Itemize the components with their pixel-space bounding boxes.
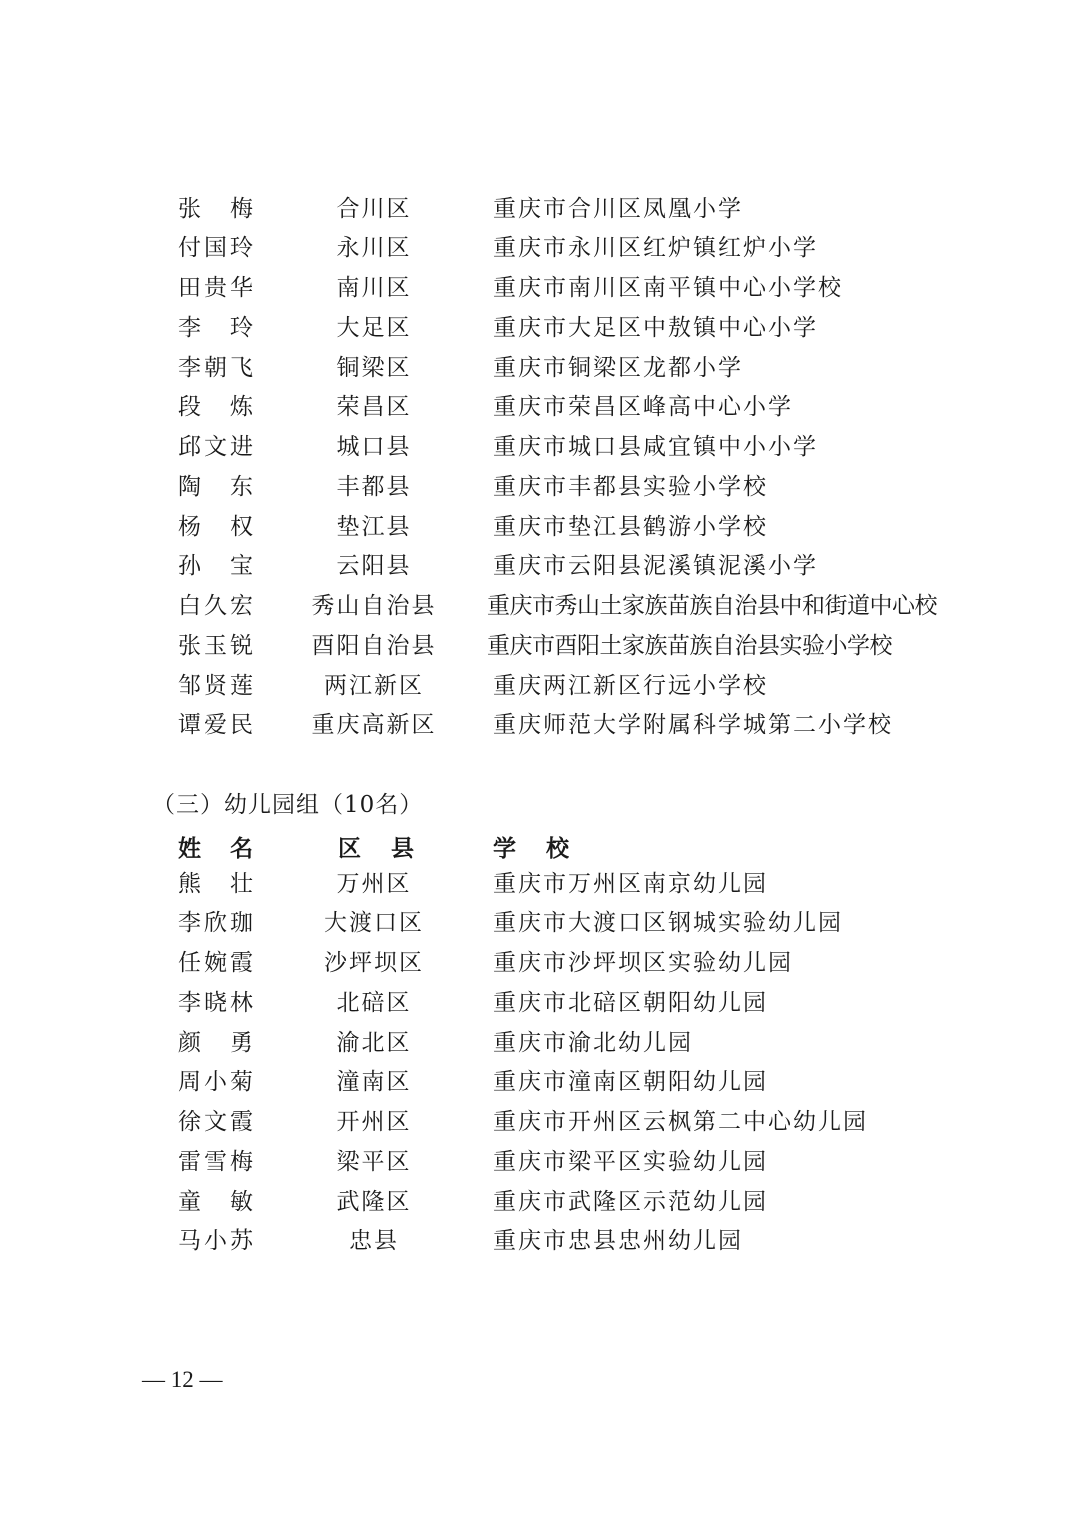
district-cell: 大渡口区 xyxy=(324,910,424,936)
table-row xyxy=(0,666,1074,706)
district-cell: 忠县 xyxy=(349,1228,399,1254)
name-cell: 张梅 xyxy=(178,196,254,222)
district-cell: 大足区 xyxy=(336,315,412,341)
school-cell: 重庆市梁平区实验幼儿园 xyxy=(493,1149,768,1175)
name-cell: 雷雪梅 xyxy=(178,1149,254,1175)
name-cell: 李朝飞 xyxy=(178,355,254,381)
name-cell: 任婉霞 xyxy=(178,950,254,976)
school-cell: 重庆市大渡口区钢城实验幼儿园 xyxy=(493,910,843,936)
header-district: 区县 xyxy=(338,835,414,862)
table-row xyxy=(0,546,1074,586)
district-cell: 武隆区 xyxy=(336,1189,412,1215)
district-cell: 开州区 xyxy=(336,1109,412,1135)
name-cell: 周小菊 xyxy=(178,1069,254,1095)
district-cell: 城口县 xyxy=(336,434,412,460)
name-cell: 田贵华 xyxy=(178,275,254,301)
name-cell: 杨权 xyxy=(178,514,254,540)
table-header xyxy=(0,829,1074,869)
name-cell: 邹贤莲 xyxy=(178,673,254,699)
name-cell: 付国玲 xyxy=(178,235,254,261)
school-cell: 重庆市酉阳土家族苗族自治县实验小学校 xyxy=(487,633,892,659)
district-cell: 永川区 xyxy=(336,235,412,261)
district-cell: 潼南区 xyxy=(336,1069,412,1095)
school-cell: 重庆市渝北幼儿园 xyxy=(493,1030,693,1056)
table-row xyxy=(0,1102,1074,1142)
school-cell: 重庆市永川区红炉镇红炉小学 xyxy=(493,235,818,261)
school-cell: 重庆市云阳县泥溪镇泥溪小学 xyxy=(493,553,818,579)
school-cell: 重庆市荣昌区峰高中心小学 xyxy=(493,394,793,420)
district-cell: 云阳县 xyxy=(336,553,412,579)
name-cell: 段炼 xyxy=(178,394,254,420)
table-row xyxy=(0,348,1074,388)
school-cell: 重庆市铜梁区龙都小学 xyxy=(493,355,743,381)
page-number: — 12 — xyxy=(142,1367,223,1392)
table-row xyxy=(0,943,1074,983)
school-cell: 重庆市北碚区朝阳幼儿园 xyxy=(493,990,768,1016)
table-row xyxy=(0,586,1074,626)
district-cell: 秀山自治县 xyxy=(311,593,437,619)
header-name: 姓名 xyxy=(178,835,254,862)
district-cell: 沙坪坝区 xyxy=(324,950,424,976)
name-cell: 徐文霞 xyxy=(178,1109,254,1135)
district-cell: 酉阳自治县 xyxy=(311,633,437,659)
header-school: 学校 xyxy=(493,835,569,862)
school-cell: 重庆市丰都县实验小学校 xyxy=(493,474,768,500)
school-cell: 重庆市万州区南京幼儿园 xyxy=(493,871,768,897)
table-row xyxy=(0,983,1074,1023)
name-cell: 李欣珈 xyxy=(178,910,254,936)
table-row xyxy=(0,467,1074,507)
name-cell: 马小苏 xyxy=(178,1228,254,1254)
district-cell: 重庆高新区 xyxy=(311,712,437,738)
school-cell: 重庆市忠县忠州幼儿园 xyxy=(493,1228,743,1254)
table-row xyxy=(0,507,1074,547)
name-cell: 颜勇 xyxy=(178,1030,254,1056)
table-row xyxy=(0,189,1074,229)
table-row xyxy=(0,1221,1074,1261)
district-cell: 万州区 xyxy=(336,871,412,897)
table-row xyxy=(0,308,1074,348)
district-cell: 渝北区 xyxy=(336,1030,412,1056)
school-cell: 重庆市开州区云枫第二中心幼儿园 xyxy=(493,1109,868,1135)
district-cell: 合川区 xyxy=(336,196,412,222)
school-cell: 重庆市南川区南平镇中心小学校 xyxy=(493,275,843,301)
name-cell: 熊壮 xyxy=(178,871,254,897)
school-cell: 重庆两江新区行远小学校 xyxy=(493,673,768,699)
school-cell: 重庆市潼南区朝阳幼儿园 xyxy=(493,1069,768,1095)
table-row xyxy=(0,1062,1074,1102)
table-row xyxy=(0,228,1074,268)
table-row xyxy=(0,1182,1074,1222)
name-cell: 白久宏 xyxy=(178,593,254,619)
table-row xyxy=(0,1023,1074,1063)
school-cell: 重庆市沙坪坝区实验幼儿园 xyxy=(493,950,793,976)
table-row xyxy=(0,427,1074,467)
table-row xyxy=(0,1142,1074,1182)
name-cell: 孙宝 xyxy=(178,553,254,579)
table-row xyxy=(0,387,1074,427)
school-cell: 重庆市垫江县鹤游小学校 xyxy=(493,514,768,540)
table-row xyxy=(0,626,1074,666)
school-cell: 重庆市武隆区示范幼儿园 xyxy=(493,1189,768,1215)
name-cell: 童敏 xyxy=(178,1189,254,1215)
table-row xyxy=(0,705,1074,745)
district-cell: 垫江县 xyxy=(336,514,412,540)
name-cell: 陶东 xyxy=(178,474,254,500)
table-row xyxy=(0,268,1074,308)
table-row xyxy=(0,864,1074,904)
district-cell: 荣昌区 xyxy=(336,394,412,420)
district-cell: 北碚区 xyxy=(336,990,412,1016)
district-cell: 铜梁区 xyxy=(336,355,412,381)
school-cell: 重庆市大足区中敖镇中心小学 xyxy=(493,315,818,341)
district-cell: 南川区 xyxy=(336,275,412,301)
name-cell: 李晓林 xyxy=(178,990,254,1016)
name-cell: 谭爱民 xyxy=(178,712,254,738)
district-cell: 两江新区 xyxy=(324,673,424,699)
school-cell: 重庆师范大学附属科学城第二小学校 xyxy=(493,712,893,738)
name-cell: 李玲 xyxy=(178,315,254,341)
school-cell: 重庆市秀山土家族苗族自治县中和街道中心校 xyxy=(487,593,937,619)
district-cell: 丰都县 xyxy=(336,474,412,500)
school-cell: 重庆市合川区凤凰小学 xyxy=(493,196,743,222)
district-cell: 梁平区 xyxy=(336,1149,412,1175)
name-cell: 张玉锐 xyxy=(178,633,254,659)
table-row xyxy=(0,903,1074,943)
school-cell: 重庆市城口县咸宜镇中小小学 xyxy=(493,434,818,460)
name-cell: 邱文进 xyxy=(178,434,254,460)
section-heading: （三）幼儿园组（10名） xyxy=(152,792,424,818)
